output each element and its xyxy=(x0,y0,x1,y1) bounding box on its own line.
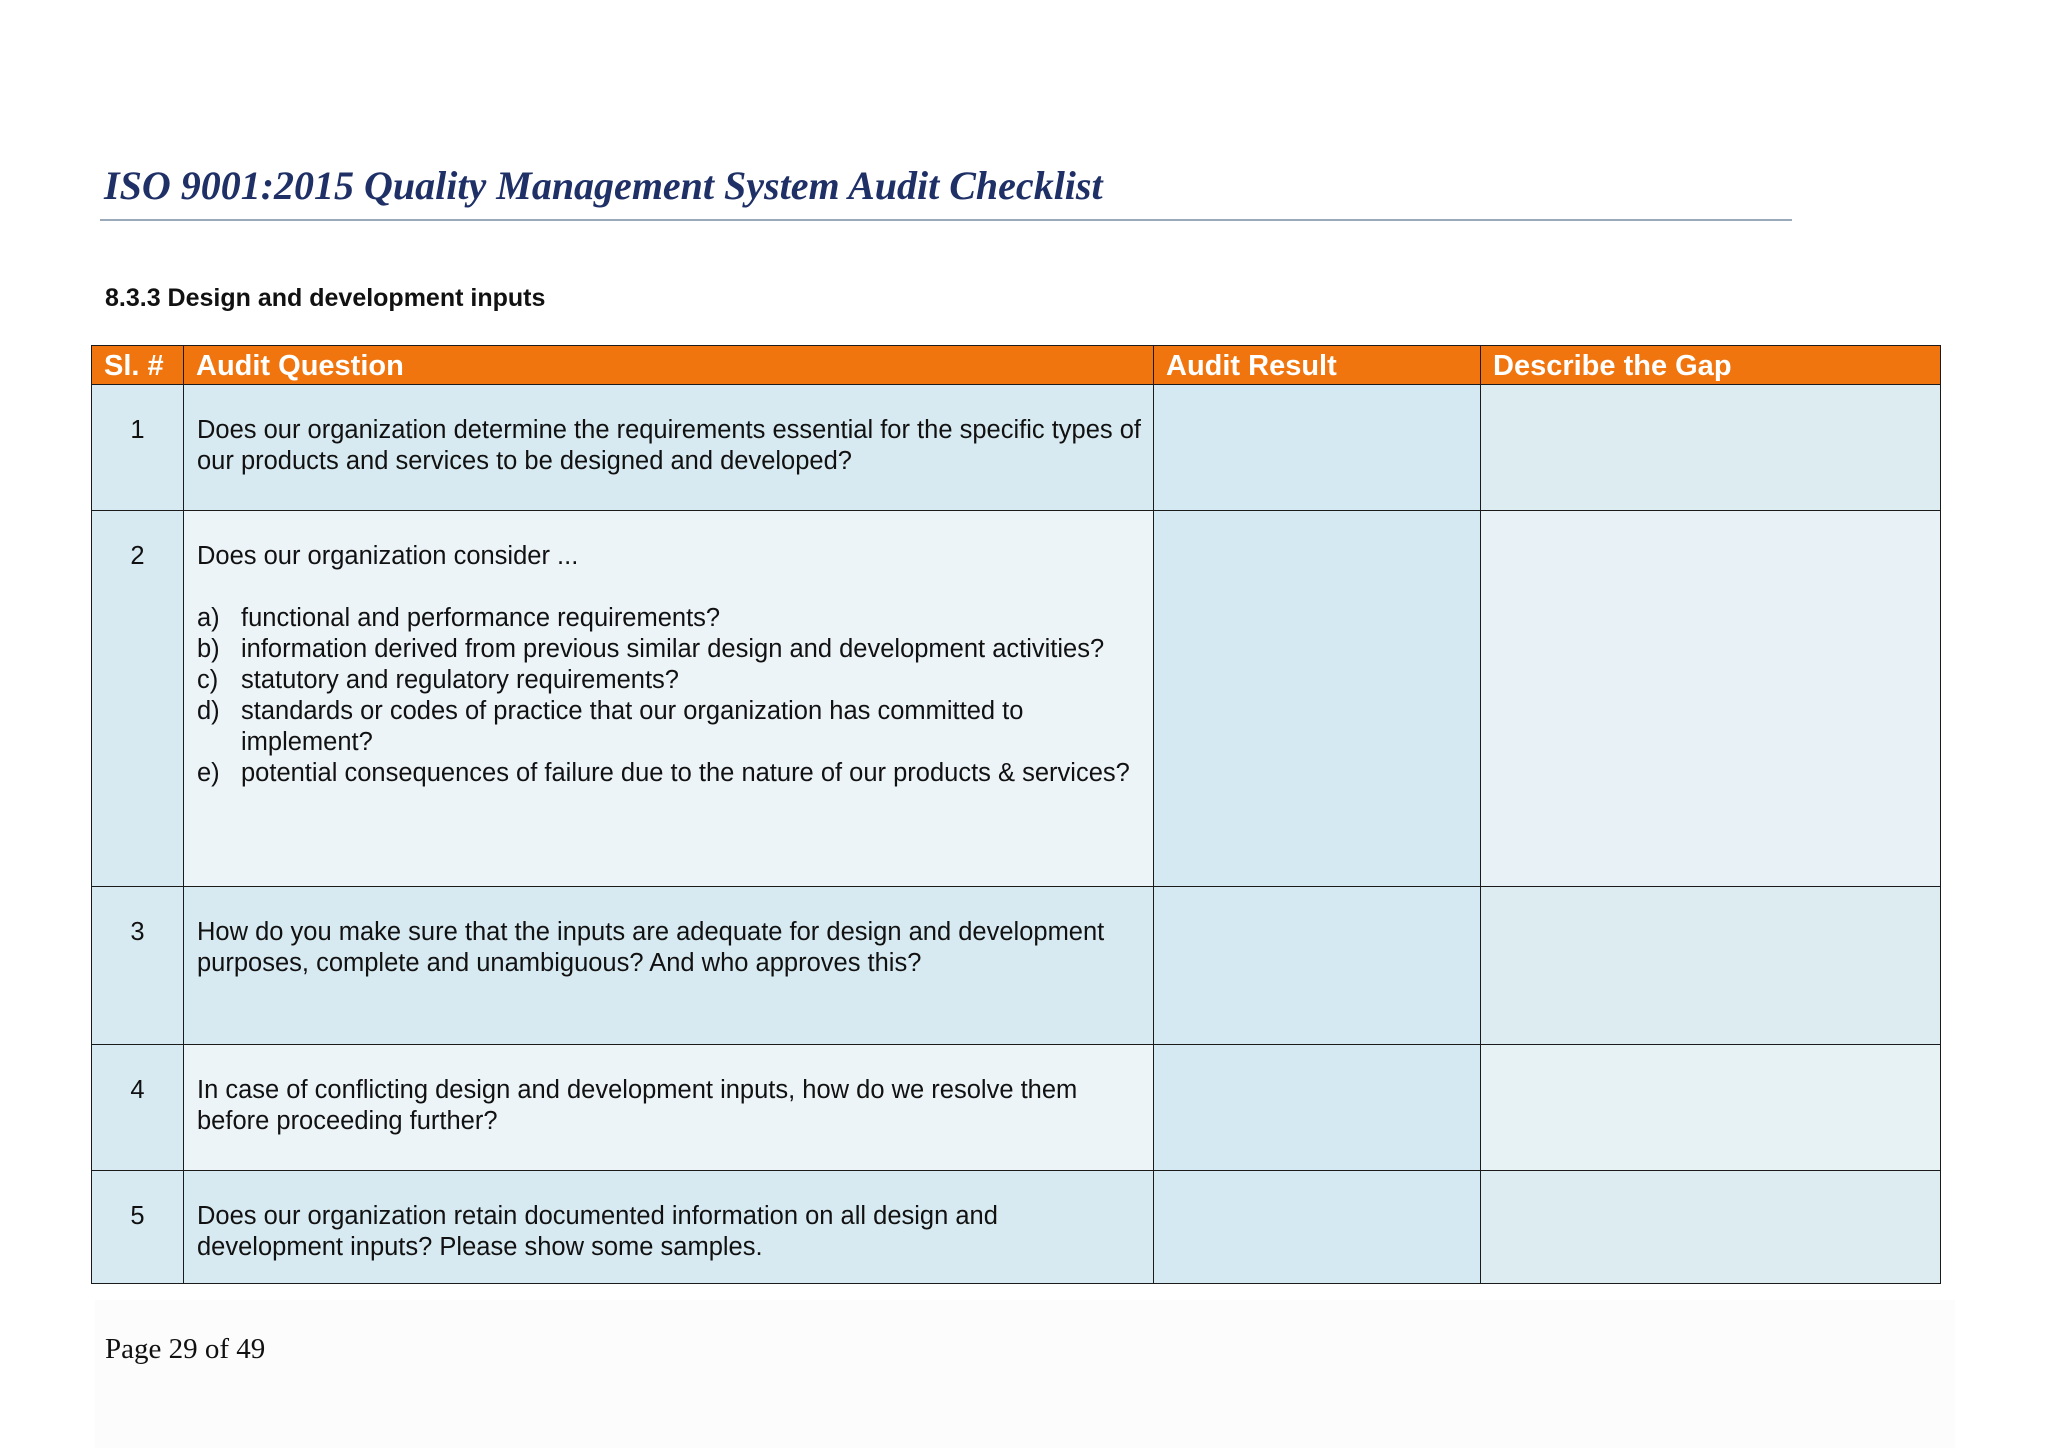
list-item-label: d) xyxy=(197,697,220,725)
audit-checklist-table xyxy=(91,345,1941,1284)
table-row xyxy=(92,1171,1941,1284)
list-item-label: e) xyxy=(197,759,220,787)
audit-result-cell[interactable] xyxy=(1154,385,1481,511)
list-item-label: b) xyxy=(197,635,220,663)
audit-question: Does our organization determine the requirements essential for the specific types of our products and services to be designed and developed? xyxy=(184,385,1154,511)
audit-result-cell[interactable] xyxy=(1154,511,1481,887)
page-number: Page 29 of 49 xyxy=(105,1333,266,1365)
list-item-label: a) xyxy=(197,604,220,632)
list-item-text: standards or codes of practice that our organization has committed to implement? xyxy=(241,697,1024,756)
row-number: 5 xyxy=(92,1171,184,1284)
list-item xyxy=(197,634,1141,665)
audit-question: How do you make sure that the inputs are adequate for design and development purposes, complete and unambiguous? And who approves this? xyxy=(184,887,1154,1045)
audit-question xyxy=(184,511,1154,887)
table-row xyxy=(92,887,1941,1045)
audit-question: In case of conflicting design and development inputs, how do we resolve them before proceeding further? xyxy=(184,1045,1154,1171)
audit-question-text: Does our organization consider ... xyxy=(197,542,579,570)
row-number: 1 xyxy=(92,385,184,511)
audit-result-cell[interactable] xyxy=(1154,887,1481,1045)
column-header-result: Audit Result xyxy=(1154,346,1481,385)
gap-description-cell[interactable] xyxy=(1481,1171,1941,1284)
table-row xyxy=(92,385,1941,511)
table-row xyxy=(92,1045,1941,1171)
list-item xyxy=(197,696,1141,758)
list-item-label: c) xyxy=(197,666,219,694)
column-header-question: Audit Question xyxy=(184,346,1154,385)
gap-description-cell[interactable] xyxy=(1481,1045,1941,1171)
audit-result-cell[interactable] xyxy=(1154,1045,1481,1171)
audit-result-cell[interactable] xyxy=(1154,1171,1481,1284)
list-item xyxy=(197,665,1141,696)
column-header-gap: Describe the Gap xyxy=(1481,346,1941,385)
list-item-text: statutory and regulatory requirements? xyxy=(241,666,679,694)
gap-description-cell[interactable] xyxy=(1481,887,1941,1045)
row-number: 4 xyxy=(92,1045,184,1171)
list-item-text: potential consequences of failure due to the nature of our products & services? xyxy=(241,759,1130,787)
audit-question: Does our organization retain documented information on all design and development inputs? Please show some samples. xyxy=(184,1171,1154,1284)
table-header-row xyxy=(92,346,1941,385)
consideration-list xyxy=(197,603,1141,789)
list-item xyxy=(197,603,1141,634)
title-divider xyxy=(100,219,1792,221)
column-header-number: Sl. # xyxy=(92,346,184,385)
document-title: ISO 9001:2015 Quality Management System Audit Checklist xyxy=(104,163,1103,208)
row-number: 2 xyxy=(92,511,184,887)
list-item-text: information derived from previous similar design and development activities? xyxy=(241,635,1105,663)
list-item-text: functional and performance requirements? xyxy=(241,604,721,632)
row-number: 3 xyxy=(92,887,184,1045)
list-item xyxy=(197,758,1141,789)
gap-description-cell[interactable] xyxy=(1481,385,1941,511)
page-footer-area xyxy=(95,1300,1955,1448)
section-heading: 8.3.3 Design and development inputs xyxy=(105,284,546,312)
gap-description-cell[interactable] xyxy=(1481,511,1941,887)
table-row xyxy=(92,511,1941,887)
